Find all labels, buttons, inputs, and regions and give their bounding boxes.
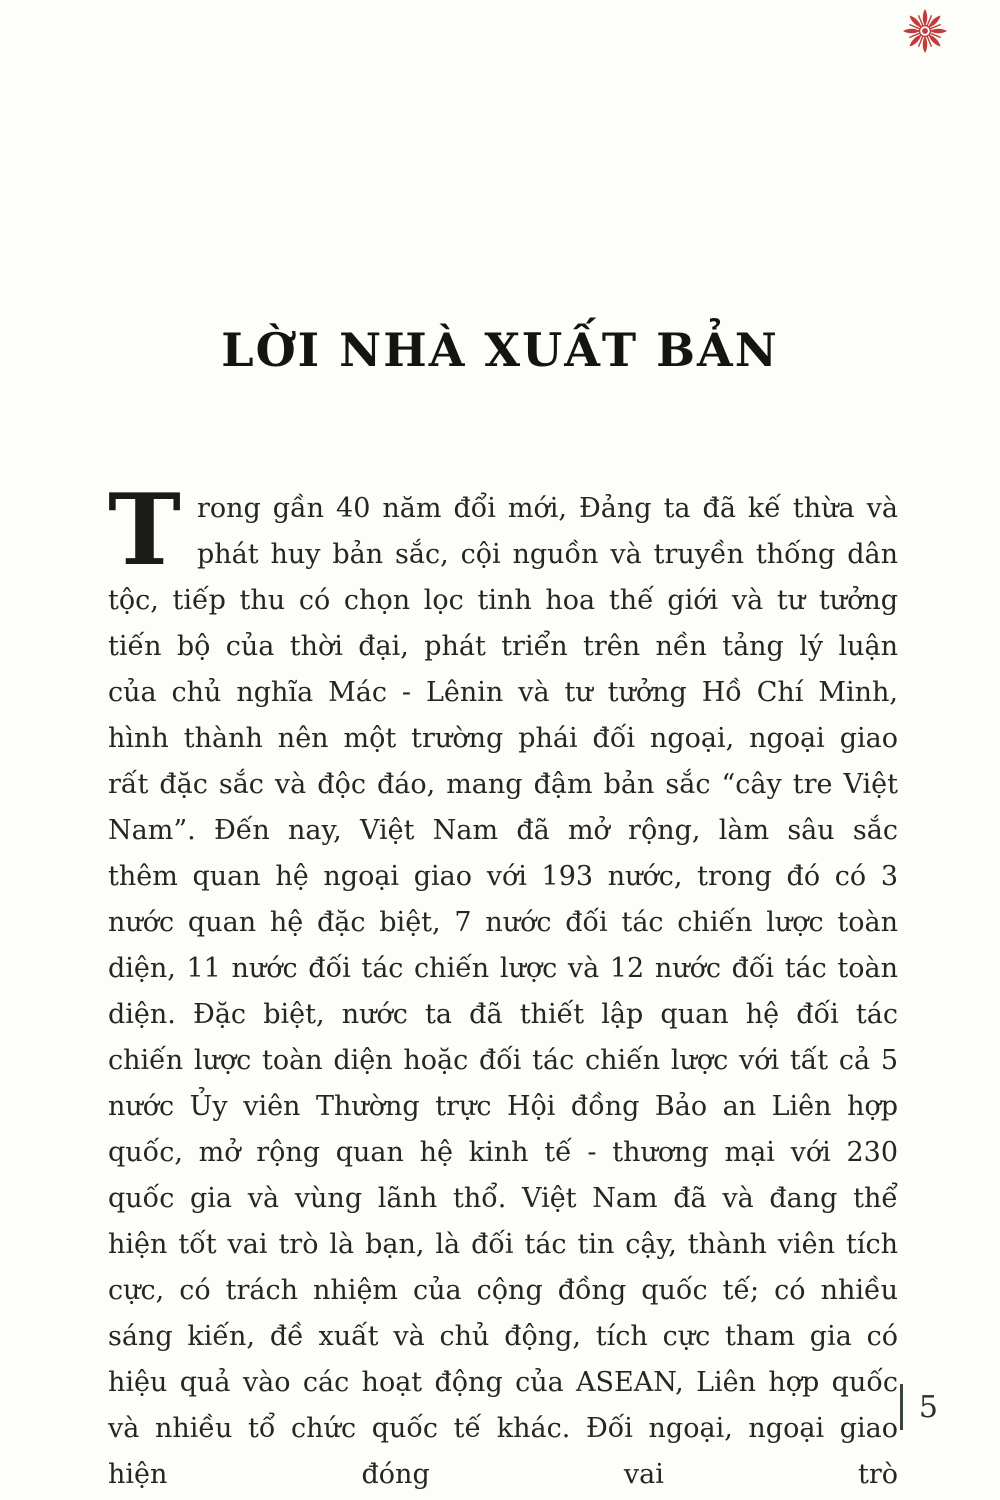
publisher-emblem-icon: [900, 6, 950, 56]
paragraph-text: rong gần 40 năm đổi mới, Đảng ta đã kế thừa và phát huy bản sắc, cội nguồn và truyền thống dân tộc, tiếp thu có chọn lọc tinh hoa thế giới và tư tưởng tiến bộ của thời đại, phát triển trên nền tảng lý luận của chủ nghĩa Mác - Lênin và tư tưởng Hồ Chí Minh, hình thành nên một trường phái đối ngoại, ngoại giao rất đặc sắc và độc đáo, mang đậm bản sắc “cây tre Việt Nam”. Đến nay, Việt Nam đã mở rộng, làm sâu sắc thêm quan hệ ngoại giao với 193 nước, trong đó có 3 nước quan hệ đặc biệt, 7 nước đối tác chiến lược toàn diện, 11 nước đối tác chiến lược và 12 nước đối tác toàn diện. Đặc biệt, nước ta đã thiết lập quan hệ đối tác chiến lược toàn diện hoặc đối tác chiến lược với tất cả 5 nước Ủy viên Thường trực Hội đồng Bảo an Liên hợp quốc, mở rộng quan hệ kinh tế - thương mại với 230 quốc gia và vùng lãnh thổ. Việt Nam đã và đang thể hiện tốt vai trò là bạn, là đối tác tin cậy, thành viên tích cực, có trách nhiệm của cộng đồng quốc tế; có nhiều sáng kiến, đề xuất và chủ động, tích cực tham gia có hiệu quả vào các hoạt động của ASEAN, Liên hợp quốc và nhiều tổ chức quốc tế khác. Đối ngoại, ngoại giao hiện đóng vai trò: [108, 493, 898, 1490]
page-footer: [900, 1384, 938, 1430]
body-text-block: [108, 473, 898, 1498]
page-title: LỜI NHÀ XUẤT BẢN: [221, 322, 779, 377]
drop-cap: T: [108, 473, 181, 588]
page-number: 5: [918, 1389, 938, 1425]
paragraph: [108, 473, 898, 1498]
page-number-rule: [900, 1384, 903, 1430]
